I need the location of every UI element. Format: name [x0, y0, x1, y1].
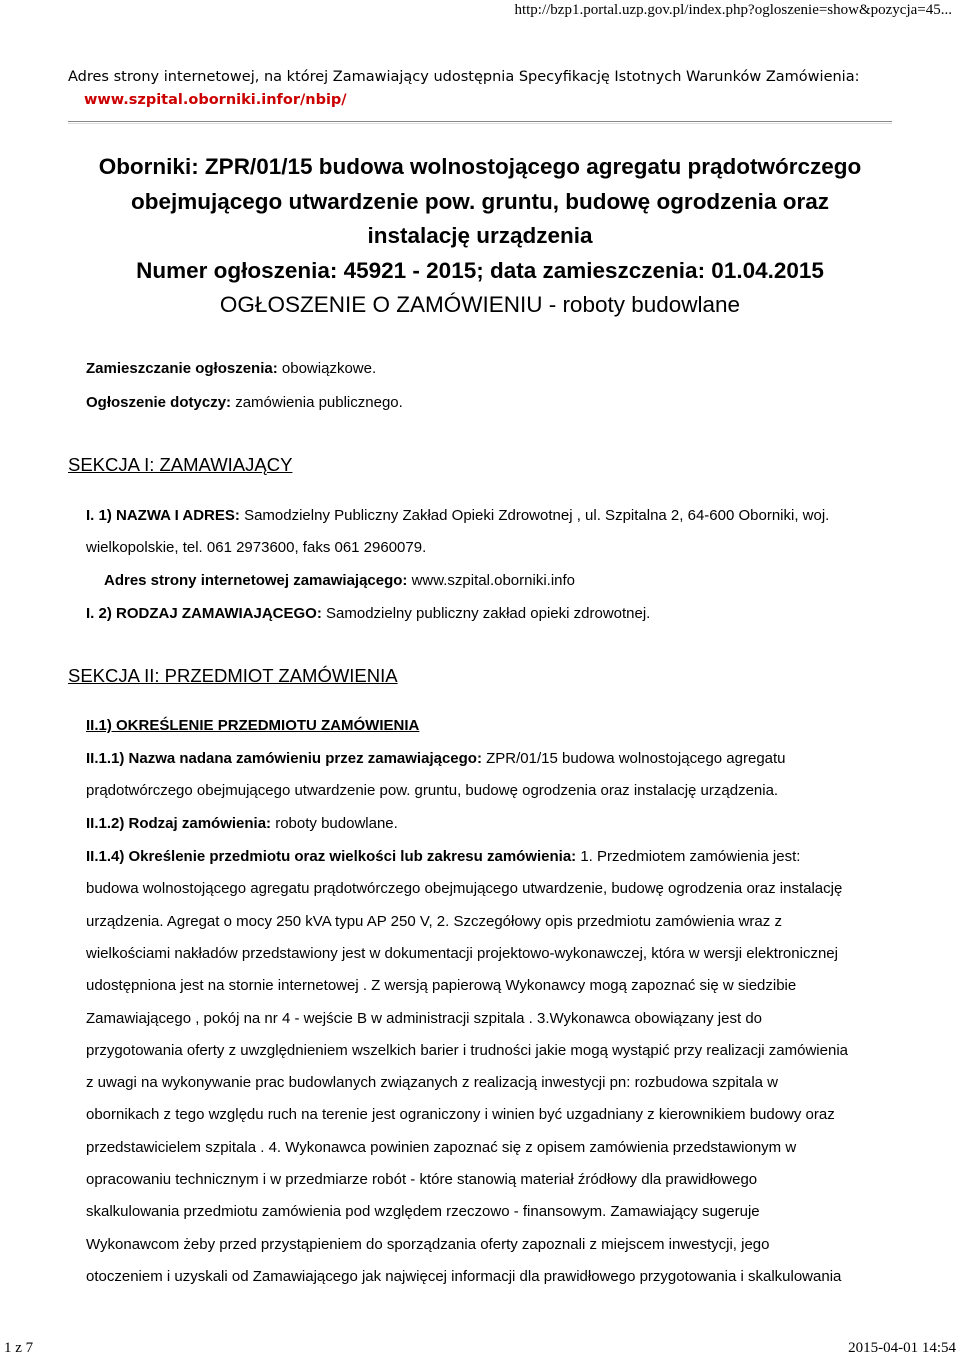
scope-line: przygotowania oferty z uwzględnieniem wszelkich barier i trudności jakie mogą wystąpić przy realizacji zamówienia [86, 1042, 848, 1059]
order-kind-row [86, 815, 398, 832]
name-address-label: I. 1) NAZWA I ADRES: [86, 507, 240, 524]
order-name-value: ZPR/01/15 budowa wolnostojącego agregatu [486, 750, 786, 767]
notice-number: Numer ogłoszenia: 45921 - 2015; data zamieszczenia: 01.04.2015 [136, 257, 824, 283]
order-name-row [86, 750, 786, 767]
placement-value: obowiązkowe. [281, 360, 377, 377]
name-address-value: Samodzielny Publiczny Zakład Opieki Zdrowotnej , ul. Szpitalna 2, 64-600 Oborniki, woj. [244, 507, 830, 524]
name-address-row [86, 507, 829, 524]
website-label: Adres strony internetowej zamawiającego: [104, 572, 408, 589]
website-row [104, 572, 575, 589]
print-datetime: 2015-04-01 14:54 [848, 1340, 956, 1356]
website-value: www.szpital.oborniki.info [411, 572, 575, 589]
scope-line: otoczeniem i uzyskali od Zamawiającego jak najwięcej informacji dla prawidłowego przygotowania i skalkulowania [86, 1268, 842, 1285]
scope-line: budowa wolnostojącego agregatu prądotwórczego obejmującego utwardzenie, budowę ogrodzenia oraz instalację [86, 880, 843, 897]
notice-kind: OGŁOSZENIE O ZAMÓWIENIU - roboty budowlane [219, 292, 741, 317]
title-line: obejmującego utwardzenie pow. gruntu, budowę ogrodzenia oraz [131, 188, 829, 214]
concerns-label: Ogłoszenie dotyczy: [86, 394, 232, 411]
section-2-heading: SEKCJA II: PRZEDMIOT ZAMÓWIENIA [68, 665, 398, 686]
scope-line: Wykonawcom żeby przed przystąpieniem do sporządzania oferty zapoznali z miejscem inwestycji, jego [86, 1236, 770, 1253]
placement-label: Zamieszczanie ogłoszenia: [86, 360, 278, 377]
title-line: Oborniki: ZPR/01/15 budowa wolnostojącego agregatu prądotwórczego [98, 154, 862, 179]
siwz-url-link[interactable]: www.szpital.oborniki.infor/nbip/ [84, 92, 347, 108]
order-kind-label: II.1.2) Rodzaj zamówienia: [86, 815, 272, 832]
scope-row [86, 848, 800, 865]
concerns-row [86, 394, 403, 411]
scope-line: udostępniona jest na stornie internetowej . Z wersją papierową Wykonawcy mogą zapoznać się w siedzibie [86, 977, 797, 994]
name-address-value-cont: wielkopolskie, tel. 061 2973600, faks 061 2960079. [86, 539, 427, 556]
concerns-value: zamówienia publicznego. [235, 394, 403, 411]
siwz-intro-text: Adres strony internetowej, na której Zamawiający udostępnia Specyfikację Istotnych Warunków Zamówienia: [68, 69, 860, 85]
scope-label: II.1.4) Określenie przedmiotu oraz wielkości lub zakresu zamówienia: [86, 848, 577, 865]
divider [68, 121, 892, 124]
scope-line: urządzenia. Agregat o mocy 250 kVA typu AP 250 V, 2. Szczegółowy opis przedmiotu zamówienia wraz z [86, 913, 782, 930]
purchaser-type-row [86, 605, 650, 622]
section-1-heading: SEKCJA I: ZAMAWIAJĄCY [68, 454, 293, 475]
order-name-label: II.1.1) Nazwa nadana zamówieniu przez zamawiającego: [86, 750, 482, 767]
placement-row [86, 360, 376, 377]
scope-first: 1. Przedmiotem zamówienia jest: [580, 848, 801, 865]
scope-line: z uwagi na wykonywanie prac budowlanych związanych z realizacją inwestycji pn: rozbudowa szpitala w [86, 1074, 779, 1091]
scope-line: przedstawicielem szpitala . 4. Wykonawca powinien zapoznać się z opisem zamówienia przedstawionym w [86, 1139, 797, 1156]
purchaser-type-value: Samodzielny publiczny zakład opieki zdrowotnej. [326, 605, 651, 622]
scope-line: obornikach z tego względu ruch na terenie jest ograniczony i winien być uzgadniany z kierownikiem budowy oraz [86, 1106, 835, 1123]
purchaser-type-label: I. 2) RODZAJ ZAMAWIAJĄCEGO: [86, 605, 322, 622]
scope-line: wielkościami nakładów przedstawiony jest w dokumentacji projektowo-wykonawczej, która w wersji elektronicznej [86, 945, 838, 962]
order-name-value-cont: prądotwórczego obejmującego utwardzenie pow. gruntu, budowę ogrodzenia oraz instalację urządzenia. [86, 782, 779, 799]
scope-line: opracowaniu technicznym i w przedmiarze robót - które stanowią materiał źródłowy dla prawidłowego [86, 1171, 758, 1188]
page-number: 1 z 7 [4, 1340, 34, 1356]
scope-line: skalkulowania przedmiotu zamówienia pod względem rzeczowo - finansowym. Zamawiający sugeruje [86, 1203, 760, 1220]
notice-title [0, 150, 960, 323]
header-url: http://bzp1.portal.uzp.gov.pl/index.php?ogloszenie=show&pozycja=45... [514, 2, 952, 18]
subsection-heading: II.1) OKREŚLENIE PRZEDMIOTU ZAMÓWIENIA [86, 717, 420, 734]
scope-line: Zamawiającego , pokój na nr 4 - wejście B w administracji szpitala . 3.Wykonawca obowiązany jest do [86, 1010, 763, 1027]
title-line: instalację urządzenia [367, 223, 593, 248]
order-kind-value: roboty budowlane. [275, 815, 398, 832]
